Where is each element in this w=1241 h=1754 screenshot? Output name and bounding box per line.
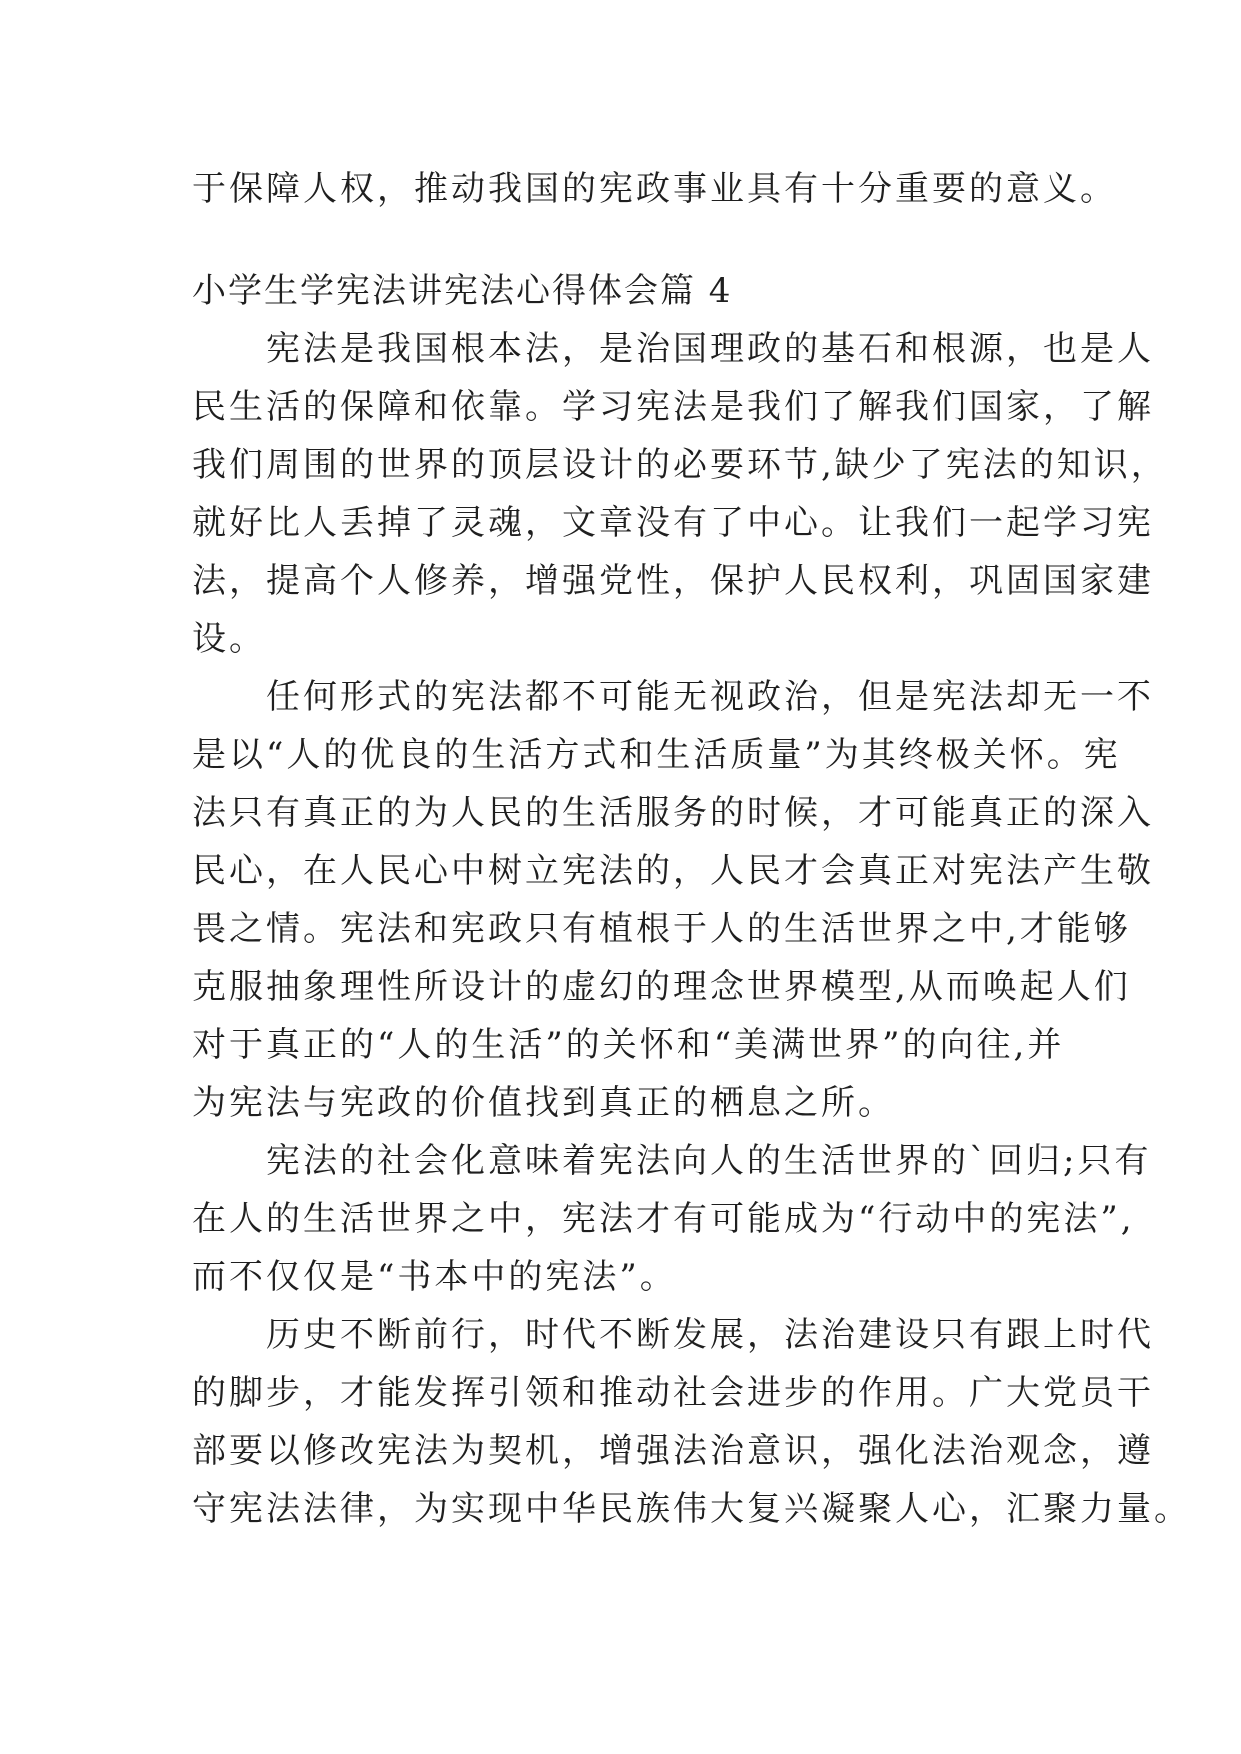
paragraph-line: 部要以修改宪法为契机，增强法治意识，强化法治观念，遵 bbox=[192, 1431, 1154, 1471]
paragraph-line: 设。 bbox=[192, 619, 266, 659]
paragraph-line: 畏之情。宪法和宪政只有植根于人的生活世界之中,才能够 bbox=[192, 909, 1131, 949]
paragraph-line: 而不仅仅是“书本中的宪法”。 bbox=[192, 1257, 677, 1297]
paragraph-line: 克服抽象理性所设计的虚幻的理念世界模型,从而唤起人们 bbox=[192, 967, 1131, 1007]
paragraph-line: 法只有真正的为人民的生活服务的时候，才可能真正的深入 bbox=[192, 793, 1154, 833]
paragraph-line: 守宪法法律，为实现中华民族伟大复兴凝聚人心，汇聚力量。 bbox=[192, 1489, 1191, 1529]
paragraph-2 bbox=[192, 668, 1154, 1132]
section-gap bbox=[192, 218, 1052, 262]
paragraph-line: 是以“人的优良的生活方式和生活质量”为其终极关怀。宪 bbox=[192, 735, 1121, 775]
paragraph-1 bbox=[192, 320, 1168, 668]
paragraph-line: 法，提高个人修养，增强党性，保护人民权利，巩固国家建 bbox=[192, 561, 1154, 601]
paragraph-line: 任何形式的宪法都不可能无视政治，但是宪法却无一不 bbox=[192, 677, 1154, 717]
paragraph-line: 在人的生活世界之中，宪法才有可能成为“行动中的宪法”, bbox=[192, 1199, 1135, 1239]
paragraph-3 bbox=[192, 1132, 1152, 1306]
paragraph-line: 我们周围的世界的顶层设计的必要环节,缺少了宪法的知识， bbox=[192, 445, 1168, 485]
paragraph-line: 就好比人丢掉了灵魂，文章没有了中心。让我们一起学习宪 bbox=[192, 503, 1154, 543]
paragraph-line: 的脚步，才能发挥引领和推动社会进步的作用。广大党员干 bbox=[192, 1373, 1154, 1413]
paragraph-line: 宪法的社会化意味着宪法向人的生活世界的`回归;只有 bbox=[192, 1141, 1152, 1181]
paragraph-4 bbox=[192, 1306, 1191, 1538]
paragraph-line: 民心，在人民心中树立宪法的，人民才会真正对宪法产生敬 bbox=[192, 851, 1154, 891]
paragraph-line: 对于真正的“人的生活”的关怀和“美满世界”的向往,并 bbox=[192, 1025, 1065, 1065]
paragraph-line: 历史不断前行，时代不断发展，法治建设只有跟上时代 bbox=[192, 1315, 1154, 1355]
paragraph-line: 为宪法与宪政的价值找到真正的栖息之所。 bbox=[192, 1083, 895, 1123]
section-heading: 小学生学宪法讲宪法心得体会篇 4 bbox=[192, 271, 733, 311]
paragraph-line: 民生活的保障和依靠。学习宪法是我们了解我们国家，了解 bbox=[192, 387, 1154, 427]
intro-tail-line: 于保障人权，推动我国的宪政事业具有十分重要的意义。 bbox=[192, 169, 1117, 209]
paragraph-line: 宪法是我国根本法，是治国理政的基石和根源，也是人 bbox=[192, 329, 1154, 369]
document-body bbox=[192, 160, 1191, 1538]
